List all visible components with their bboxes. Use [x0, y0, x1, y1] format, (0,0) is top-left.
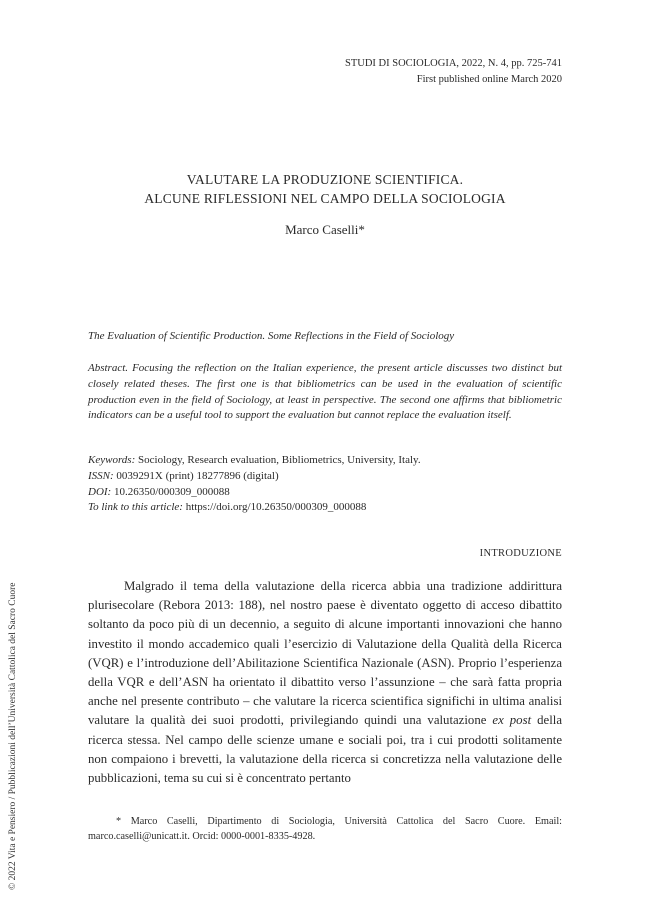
keywords-line — [88, 453, 562, 469]
article-link-label: To link to this article: — [88, 501, 183, 514]
footnote — [88, 815, 562, 844]
doi-label: DOI: — [88, 485, 112, 498]
section-heading: INTRODUZIONE — [479, 548, 562, 559]
article-link-line — [88, 500, 562, 516]
doi-line — [88, 485, 562, 501]
body-paragraph — [88, 577, 562, 788]
issn-line — [88, 469, 562, 485]
keywords-value: Sociology, Research evaluation, Bibliometrics, University, Italy. — [138, 454, 421, 466]
article-link[interactable]: https://doi.org/10.26350/000309_000088 — [185, 501, 367, 514]
journal-citation: STUDI DI SOCIOLOGIA, 2022, N. 4, pp. 725-741 — [345, 58, 562, 69]
body-text-part1: Malgrado il tema della valutazione della ricerca abbia una tradizione addirittura plurisecolare (Rebora 2013: 188), nel nostro paese è diventato oggetto di acceso dibattito soltanto da poco più di un decennio, a seguito di alcune importanti innovazioni che hanno investito il mondo accademico quali l’esercizio di Valutazione della Qualità della Ricerca (VQR) e l’introduzione dell’Abilitazione Scientifica Nazionale (ASN). Proprio l’esperienza della VQR e dell’ASN ha orientato il dibattito verso l’assunzione – che sarà fatta propria anche nel presente contributo – che valutare la ricerca scientifica significhi in ultima analisi valutare la qualità dei suoi prodotti, privilegiando quindi una valutazione — [88, 579, 562, 728]
article-metadata — [88, 453, 562, 516]
publication-date: First published online March 2020 — [416, 74, 562, 85]
abstract-text: Focusing the reflection on the Italian experience, the present article discusses two distinct but closely related theses. The first one is that bibliometrics can be used in the evaluation of scientific production even in the field of Sociology, at least in perspective. The second one affirms that bibliometric indicators can be a useful tool to support the evaluation but cannot replace the evaluation itself. — [88, 362, 563, 422]
english-title: The Evaluation of Scientific Production. Some Reflections in the Field of Sociology — [88, 330, 455, 342]
issn-label: ISSN: — [88, 469, 114, 482]
keywords-label: Keywords: — [88, 454, 136, 466]
body-text-italic: ex post — [492, 713, 532, 728]
footnote-text: * Marco Caselli, Dipartimento di Sociologia, Università Cattolica del Sacro Cuore. Email: marco.caselli@unicatt.it. Orcid: 0000-0001-8335-4928. — [88, 816, 562, 842]
article-title — [88, 170, 562, 208]
body-text-part2: della ricerca stessa. Nel campo delle scienze umane e sociali poi, tra i cui prodotti solitamente non compaiono i brevetti, la valutazione della ricerca si concretizza nella valutazione delle pubblicazioni, tema su cui si è concentrato pertanto — [88, 713, 563, 786]
abstract — [88, 361, 562, 424]
doi-value: 10.26350/000309_000088 — [113, 485, 230, 498]
abstract-label: Abstract. — [88, 362, 129, 374]
copyright-sidebar: © 2022 Vita e Pensiero / Pubblicazioni dell’Università Cattolica del Sacro Cuore — [8, 582, 18, 890]
issn-value: 0039291X (print) 18277896 (digital) — [116, 469, 279, 482]
journal-header — [162, 56, 562, 88]
title-line-2: ALCUNE RIFLESSIONI NEL CAMPO DELLA SOCIOLOGIA — [144, 191, 506, 206]
title-line-1: VALUTARE LA PRODUZIONE SCIENTIFICA. — [186, 172, 464, 187]
author-name: Marco Caselli* — [285, 222, 365, 237]
